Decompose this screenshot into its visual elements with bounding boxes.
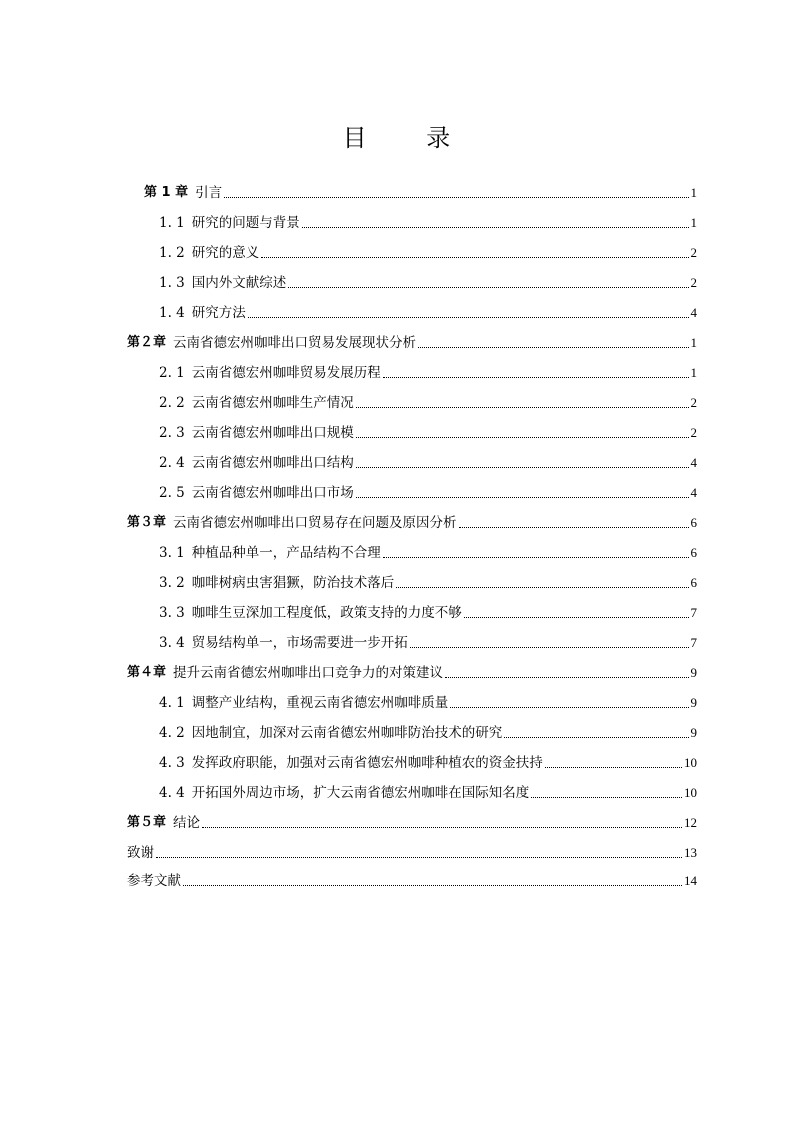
toc-entry[interactable]: [127, 328, 697, 352]
toc-leader-dots: [356, 437, 689, 438]
page-title: 目 录: [342, 124, 477, 152]
toc-leader-dots: [156, 857, 682, 858]
toc-leader-dots: [450, 707, 688, 708]
toc-entry-number: 2. 2: [159, 395, 185, 411]
toc-entry-number: 2. 1: [159, 365, 185, 381]
toc-entry[interactable]: [159, 298, 697, 322]
toc-entry-label: 咖啡生豆深加工程度低，政策支持的力度不够: [191, 605, 462, 621]
toc-leader-dots: [445, 677, 688, 678]
toc-entry-label: 致谢: [127, 845, 154, 861]
toc-entry-number: 1. 2: [159, 245, 185, 261]
toc-entry-page: 9: [690, 725, 697, 740]
toc-entry[interactable]: [127, 508, 697, 532]
toc-entry-label: 云南省德宏州咖啡出口结构: [191, 455, 354, 471]
toc-entry[interactable]: [159, 628, 697, 652]
toc-entry[interactable]: [159, 718, 697, 742]
toc-entry-number: 4. 3: [159, 755, 185, 771]
toc-entry[interactable]: [159, 448, 697, 472]
toc-entry-label: 引言: [195, 185, 223, 201]
toc-entry-label: 云南省德宏州咖啡出口规模: [191, 425, 354, 441]
toc-entry-page: 12: [684, 815, 697, 830]
toc-entry-page: 7: [690, 635, 697, 650]
toc-entry-number: 3. 4: [159, 635, 185, 651]
toc-entry[interactable]: [127, 658, 697, 682]
toc-leader-dots: [396, 587, 688, 588]
toc-entry-page: 10: [684, 785, 697, 800]
toc-entry[interactable]: [159, 268, 697, 292]
toc-entry-number: 1. 4: [159, 305, 185, 321]
toc-entry-number: 第２章: [127, 335, 167, 350]
toc-leader-dots: [531, 797, 682, 798]
toc-entry-page: 6: [690, 515, 697, 530]
toc-entry[interactable]: [159, 688, 697, 712]
toc-entry-label: 云南省德宏州咖啡出口贸易存在问题及原因分析: [173, 515, 457, 531]
toc-entry-label: 因地制宜，加深对云南省德宏州咖啡防治技术的研究: [191, 725, 503, 741]
toc-entry-label: 云南省德宏州咖啡出口市场: [191, 485, 354, 501]
toc-entry-number: 3. 3: [159, 605, 185, 621]
toc-entry-label: 研究的意义: [191, 245, 260, 261]
toc-entry-label: 贸易结构单一，市场需要进一步开拓: [191, 635, 408, 651]
toc-leader-dots: [418, 347, 688, 348]
toc-leader-dots: [202, 827, 682, 828]
toc-entry[interactable]: [159, 418, 697, 442]
toc-entry[interactable]: [159, 568, 697, 592]
toc-leader-dots: [545, 767, 682, 768]
toc-entry-page: 4: [690, 485, 697, 500]
toc-entry[interactable]: [159, 388, 697, 412]
toc-entry-page: 1: [690, 185, 697, 200]
toc-entry-page: 6: [690, 545, 697, 560]
toc-entry-page: 1: [690, 365, 697, 380]
toc-entry-page: 2: [690, 245, 697, 260]
toc-entry[interactable]: [159, 478, 697, 502]
toc-entry-page: 10: [684, 755, 697, 770]
toc-entry-page: 4: [690, 305, 697, 320]
toc-entry-label: 研究方法: [191, 305, 246, 321]
toc-entry-number: 2. 3: [159, 425, 185, 441]
toc-entry-label: 参考文献: [127, 873, 181, 889]
toc-entry-number: 第４章: [127, 665, 167, 680]
toc-entry-number: 2. 5: [159, 485, 185, 501]
toc-leader-dots: [464, 617, 689, 618]
toc-entry-number: 3. 2: [159, 575, 185, 591]
toc-entry-page: 4: [690, 455, 697, 470]
toc-entry-page: 7: [690, 605, 697, 620]
toc-entry-number: 2. 4: [159, 455, 185, 471]
toc-entry-label: 种植品种单一，产品结构不合理: [191, 545, 381, 561]
toc-entry-page: 1: [690, 215, 697, 230]
toc-entry-page: 2: [690, 395, 697, 410]
toc-entry-number: 4. 1: [159, 695, 185, 711]
toc-entry-number: 1. 3: [159, 275, 185, 291]
toc-entry-page: 13: [684, 845, 697, 860]
toc-leader-dots: [459, 527, 689, 528]
toc-entry[interactable]: [159, 778, 697, 802]
toc-entry[interactable]: [159, 538, 697, 562]
toc-entry[interactable]: [159, 598, 697, 622]
toc-leader-dots: [302, 227, 689, 228]
toc-entry-number: 4. 2: [159, 725, 185, 741]
toc-entry[interactable]: [127, 808, 697, 832]
toc-leader-dots: [504, 737, 688, 738]
toc-leader-dots: [356, 467, 689, 468]
toc-entry-number: 4. 4: [159, 785, 185, 801]
toc-entry-label: 云南省德宏州咖啡贸易发展历程: [191, 365, 381, 381]
toc-entry-label: 发挥政府职能，加强对云南省德宏州咖啡种植农的资金扶持: [191, 755, 543, 771]
toc-entry-label: 云南省德宏州咖啡出口贸易发展现状分析: [173, 335, 417, 351]
toc-entry-label: 云南省德宏州咖啡生产情况: [191, 395, 354, 411]
toc-entry-label: 咖啡树病虫害猖獗，防治技术落后: [191, 575, 395, 591]
toc-entry-label: 结论: [173, 815, 201, 831]
toc-entry-number: 3. 1: [159, 545, 185, 561]
toc-entry[interactable]: [159, 748, 697, 772]
toc-leader-dots: [383, 377, 689, 378]
toc-entry[interactable]: [159, 358, 697, 382]
toc-entry-page: 9: [690, 665, 697, 680]
toc-leader-dots: [248, 317, 689, 318]
toc-entry[interactable]: [144, 178, 697, 202]
toc-leader-dots: [410, 647, 689, 648]
toc-entry-number: 第３章: [127, 515, 167, 530]
toc-entry-label: 调整产业结构，重视云南省德宏州咖啡质量: [191, 695, 449, 711]
toc-entry-number: 第 1 章: [144, 185, 189, 200]
toc-entry-page: 2: [690, 425, 697, 440]
toc-entry[interactable]: [127, 866, 697, 890]
toc-entry-label: 研究的问题与背景: [191, 215, 300, 231]
toc-leader-dots: [356, 407, 689, 408]
toc-entry-number: 1. 1: [159, 215, 185, 231]
toc-leader-dots: [288, 287, 688, 288]
toc-entry-label: 提升云南省德宏州咖啡出口竞争力的对策建议: [173, 665, 444, 681]
toc-leader-dots: [183, 885, 682, 886]
toc-entry[interactable]: [159, 208, 697, 232]
toc-entry[interactable]: [159, 238, 697, 262]
toc-leader-dots: [383, 557, 689, 558]
toc-entry-page: 6: [690, 575, 697, 590]
toc-entry-page: 14: [684, 873, 697, 888]
toc-entry-page: 9: [690, 695, 697, 710]
toc-entry-page: 1: [690, 335, 697, 350]
toc-leader-dots: [261, 257, 688, 258]
toc-entry-label: 国内外文献综述: [191, 275, 287, 291]
toc-entry-label: 开拓国外周边市场，扩大云南省德宏州咖啡在国际知名度: [191, 785, 530, 801]
toc-leader-dots: [224, 197, 688, 198]
toc-entry-page: 2: [690, 275, 697, 290]
toc-entry[interactable]: [127, 838, 697, 862]
toc-leader-dots: [356, 497, 689, 498]
toc-entry-number: 第５章: [127, 815, 167, 830]
